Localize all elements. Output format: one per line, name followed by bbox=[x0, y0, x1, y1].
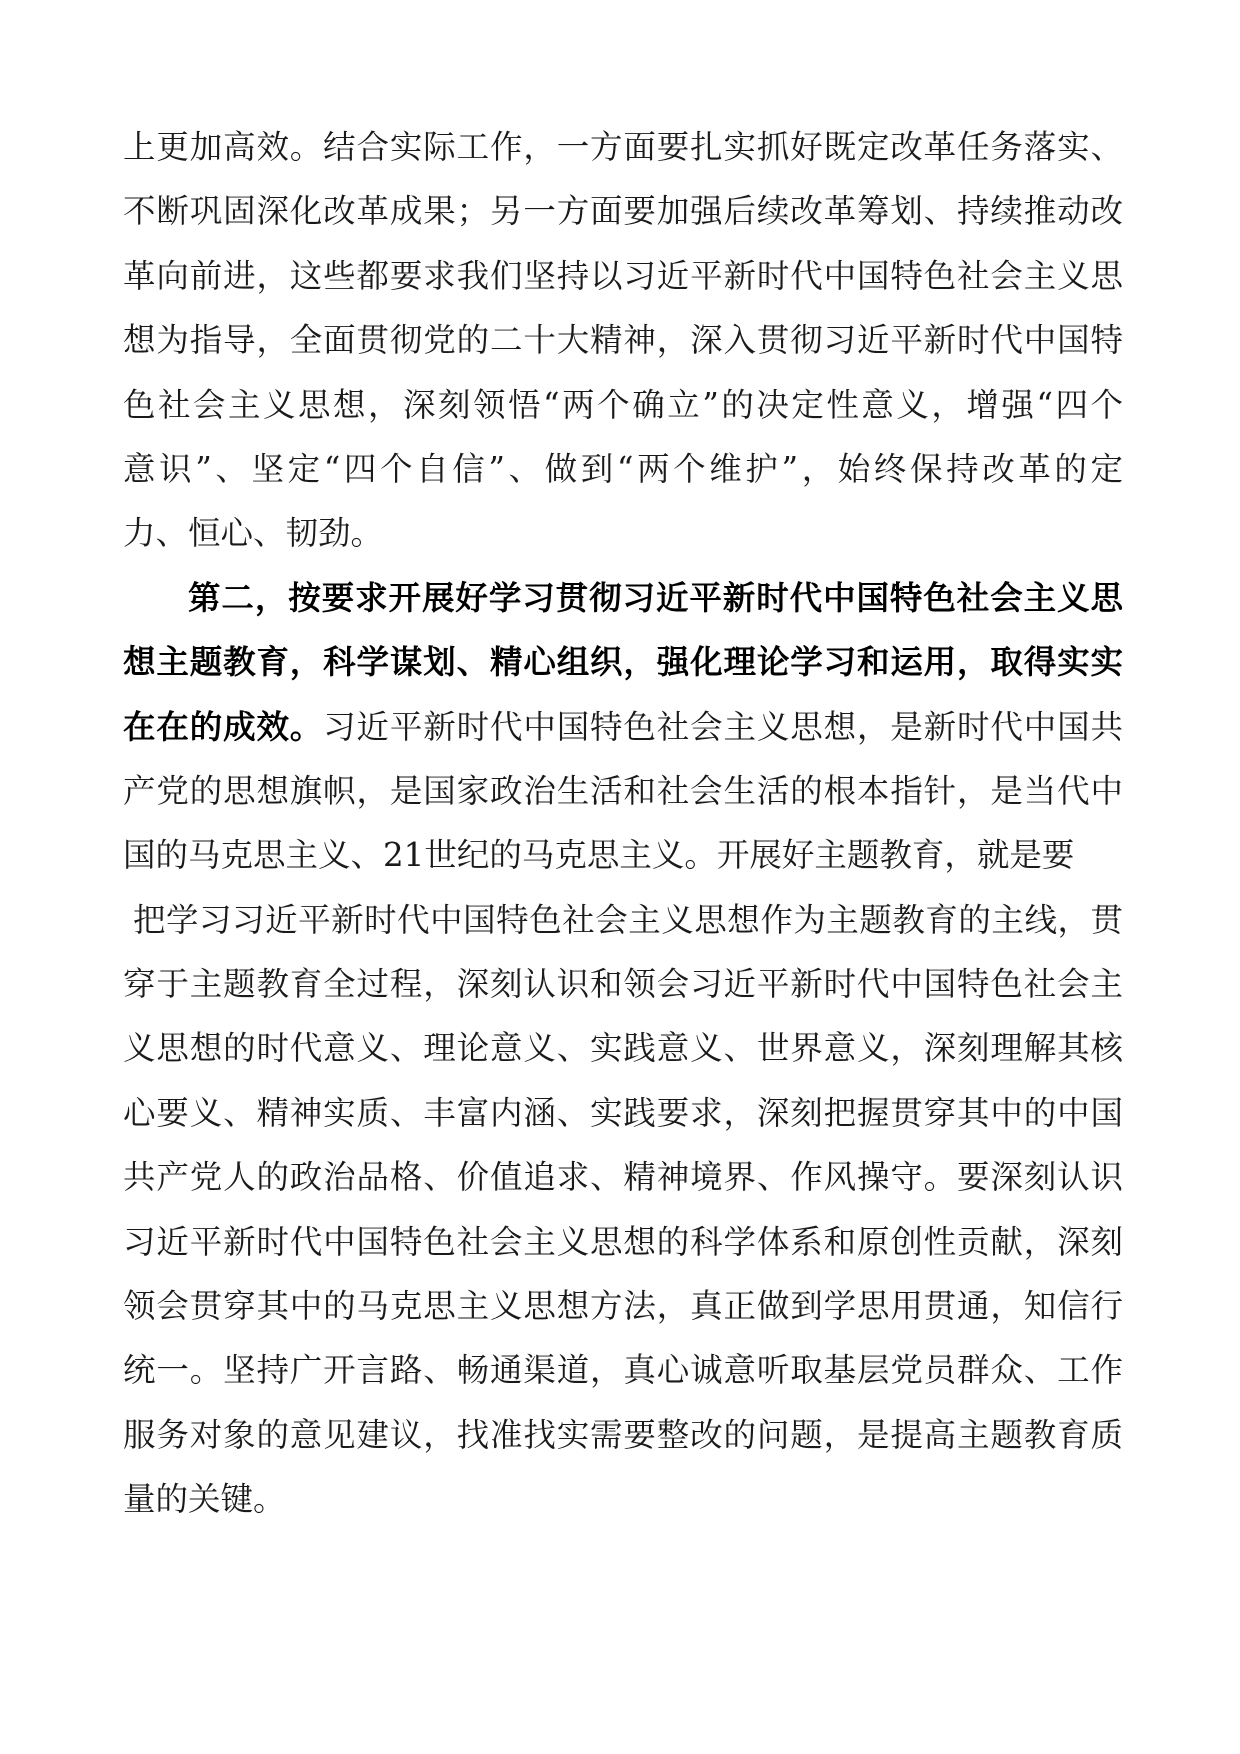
body-line: 统一。坚持广开言路、畅通渠道，真心诚意听取基层党员群众、工作 bbox=[123, 1351, 1123, 1390]
body-line: 色社会主义思想，深刻领悟“两个确立”的决定性意义，增强“四个 bbox=[123, 385, 1123, 424]
body-line: 领会贯穿其中的马克思主义思想方法，真正做到学思用贯通，知信行 bbox=[123, 1287, 1123, 1326]
bold-heading-line: 第二，按要求开展好学习贯彻习近平新时代中国特色社会主义思 bbox=[188, 577, 1123, 617]
document-body bbox=[123, 115, 1123, 1532]
body-line: 国的马克思主义、21世纪的马克思主义。开展好主题教育，就是要 bbox=[123, 836, 1075, 875]
body-line: 力、恒心、韧劲。 bbox=[123, 514, 384, 553]
body-line: 量的关键。 bbox=[123, 1480, 286, 1519]
body-line: 义思想的时代意义、理论意义、实践意义、世界意义，深刻理解其核 bbox=[123, 1029, 1123, 1068]
body-line: 共产党人的政治品格、价值追求、精神境界、作风操守。要深刻认识 bbox=[123, 1158, 1123, 1197]
bold-heading-line: 想主题教育，科学谋划、精心组织，强化理论学习和运用，取得实实 bbox=[123, 642, 1123, 682]
body-line: 服务对象的意见建议，找准找实需要整改的问题，是提高主题教育质 bbox=[123, 1415, 1123, 1454]
body-line: 不断巩固深化改革成果；另一方面要加强后续改革筹划、持续推动改 bbox=[123, 192, 1123, 231]
bold-heading-tail: 在在的成效。 bbox=[123, 706, 324, 746]
body-line: 革向前进，这些都要求我们坚持以习近平新时代中国特色社会主义思 bbox=[123, 256, 1123, 295]
body-line: 想为指导，全面贯彻党的二十大精神，深入贯彻习近平新时代中国特 bbox=[123, 321, 1123, 360]
body-line: 心要义、精神实质、丰富内涵、实践要求，深刻把握贯穿其中的中国 bbox=[123, 1093, 1123, 1132]
body-line: 产党的思想旗帜，是国家政治生活和社会生活的根本指针，是当代中 bbox=[123, 771, 1123, 810]
body-line: 穿于主题教育全过程，深刻认识和领会习近平新时代中国特色社会主 bbox=[123, 965, 1123, 1004]
mixed-line bbox=[123, 695, 1123, 759]
body-text: 习近平新时代中国特色社会主义思想，是新时代中国共 bbox=[323, 707, 1123, 746]
body-line: 把学习习近平新时代中国特色社会主义思想作为主题教育的主线，贯 bbox=[133, 900, 1123, 939]
body-line: 上更加高效。结合实际工作，一方面要扎实抓好既定改革任务落实、 bbox=[123, 128, 1123, 166]
body-line: 意识”、坚定“四个自信”、做到“两个维护”，始终保持改革的定 bbox=[123, 449, 1123, 488]
body-line: 习近平新时代中国特色社会主义思想的科学体系和原创性贡献，深刻 bbox=[123, 1222, 1123, 1261]
